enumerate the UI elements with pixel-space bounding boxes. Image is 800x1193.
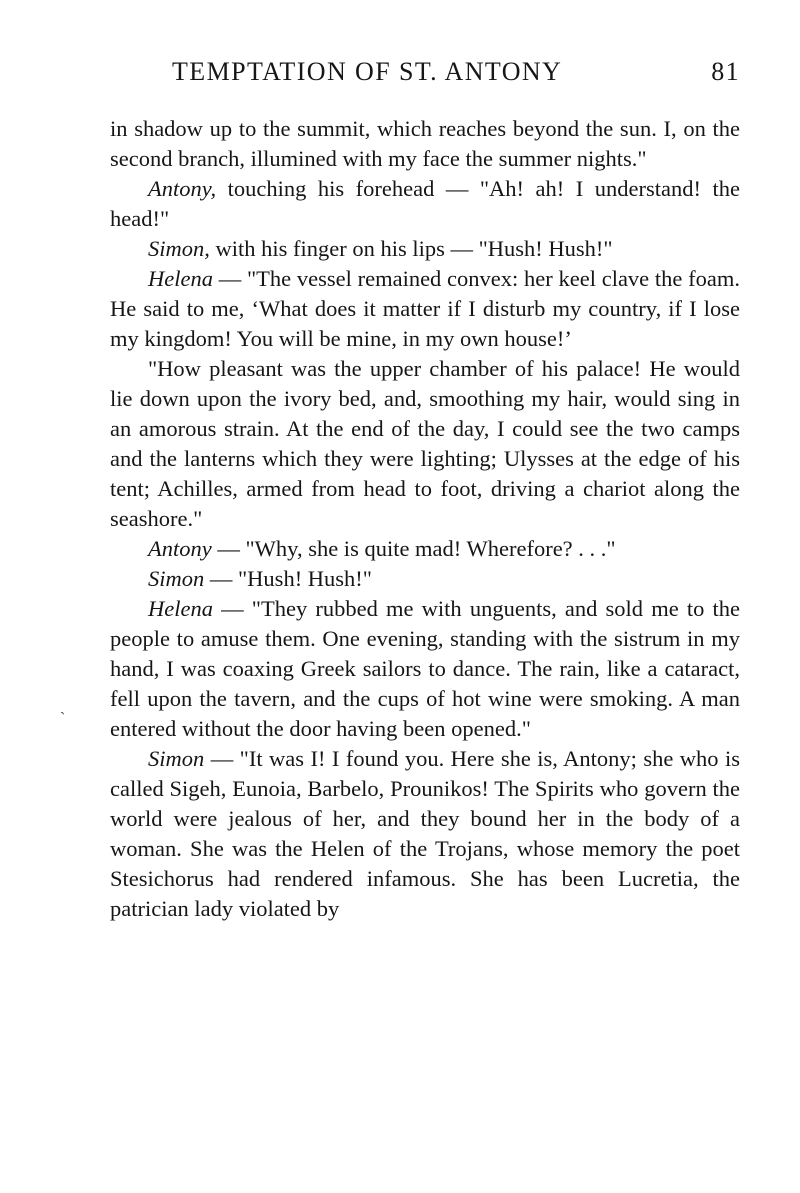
speaker-name: Simon xyxy=(148,746,205,771)
page-number: 81 xyxy=(711,57,740,86)
paragraph xyxy=(110,114,740,174)
paragraph-text: — "They rubbed me with unguents, and sold me to the people to amuse them. One evening, standing with the sistrum in my hand, I was coaxing Greek sailors to dance. The rain, like a cataract, fell upon the tavern, and the cups of hot wine were smoking. A man entered without the door having been opened." xyxy=(110,596,740,741)
paragraph xyxy=(110,594,740,744)
speaker-name: Antony xyxy=(148,536,212,561)
running-header xyxy=(172,52,740,92)
running-title: TEMPTATION OF ST. ANTONY xyxy=(172,57,563,86)
speaker-name: Helena xyxy=(148,596,213,621)
speaker-name: Simon, xyxy=(148,236,210,261)
speaker-name: Antony, xyxy=(148,176,217,201)
paragraph-text: — "It was I! I found you. Here she is, Antony; she who is called Sigeh, Eunoia, Barbelo, Prounikos! The Spirits who govern the world were jealous of her, and they bound her in the body of a woman. She was the Helen of the Trojans, whose memory the poet Stesichorus had rendered infamous. She has been Lucretia, the patrician lady violated by xyxy=(110,746,740,921)
paragraph-text: with his finger on his lips — "Hush! Hush!" xyxy=(209,236,613,261)
paragraph xyxy=(110,174,740,234)
paragraph xyxy=(110,354,740,534)
speaker-name: Helena xyxy=(148,266,213,291)
paragraph xyxy=(110,264,740,354)
paragraph-text: in shadow up to the summit, which reaches beyond the sun. I, on the second branch, illumined with my face the summer nights." xyxy=(110,116,740,171)
paragraph xyxy=(110,234,740,264)
margin-mark: ` xyxy=(60,710,66,727)
paragraph-text: "How pleasant was the upper chamber of his palace! He would lie down upon the ivory bed, and, smoothing my hair, would sing in an amorous strain. At the end of the day, I could see the two camps and the lanterns which they were lighting; Ulysses at the edge of his tent; Achilles, armed from head to foot, driving a chariot along the seashore." xyxy=(110,356,740,531)
paragraph xyxy=(110,564,740,594)
body-text xyxy=(110,114,740,924)
paragraph-text: — "Hush! Hush!" xyxy=(204,566,372,591)
paragraph-text: touching his forehead — "Ah! ah! I understand! the head!" xyxy=(110,176,740,231)
paragraph xyxy=(110,744,740,924)
speaker-name: Simon xyxy=(148,566,205,591)
paragraph-text: — "Why, she is quite mad! Wherefore? . . ." xyxy=(211,536,616,561)
paragraph xyxy=(110,534,740,564)
paragraph-text: — "The vessel remained convex: her keel clave the foam. He said to me, ‘What does it matter if I disturb my country, if I lose my kingdom! You will be mine, in my own house!’ xyxy=(110,266,740,351)
